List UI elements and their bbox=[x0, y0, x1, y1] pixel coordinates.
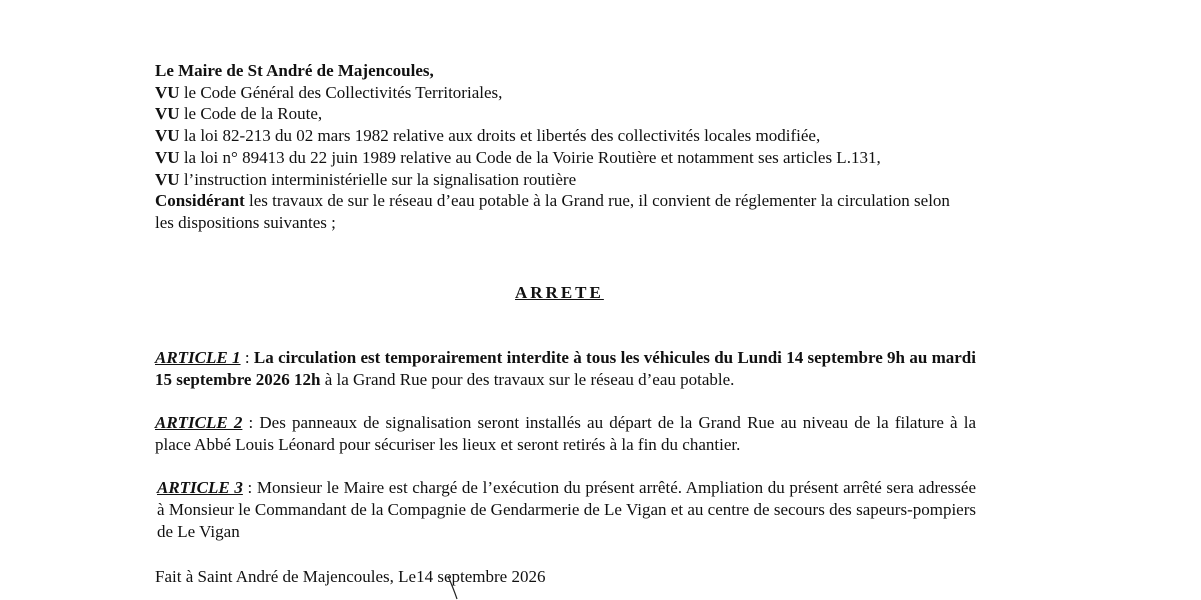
signoff-place: Fait à Saint André de Majencoules, Le bbox=[155, 567, 417, 586]
consideration-text: la loi n° 89413 du 22 juin 1989 relative au Code de la Voirie Routière et notamment ses articles L.131, bbox=[179, 147, 881, 167]
decree-preamble bbox=[155, 60, 955, 234]
consideration-text: le Code Général des Collectivités Territoriales, bbox=[179, 82, 503, 102]
vu-keyword: VU bbox=[155, 126, 180, 146]
consideration-line bbox=[155, 147, 955, 169]
vu-keyword: VU bbox=[155, 169, 180, 189]
article-separator: : bbox=[242, 413, 260, 432]
article-text: Des panneaux de signalisation seront installés au départ de la Grand Rue au niveau de la filature à la place Abbé Louis Léonard pour sécuriser les lieux et seront retirés à la fin du chantier. bbox=[155, 413, 977, 454]
signature-stroke bbox=[446, 575, 460, 600]
decree-title: ARRETE bbox=[515, 283, 604, 302]
vu-keyword: VU bbox=[155, 82, 180, 102]
consideration-line bbox=[155, 125, 955, 147]
article-3 bbox=[157, 477, 976, 543]
signoff-line bbox=[155, 566, 545, 588]
considering-keyword: Considérant bbox=[155, 191, 245, 211]
consideration-text: la loi 82-213 du 02 mars 1982 relative aux droits et libertés des collectivités locales modifiée, bbox=[179, 126, 821, 146]
considering-paragraph bbox=[155, 190, 955, 233]
article-label: ARTICLE 3 bbox=[157, 478, 243, 497]
signoff-date: 14 septembre 2026 bbox=[416, 567, 546, 586]
considering-text: les travaux de sur le réseau d’eau potable à la Grand rue, il convient de réglementer la circulation selon les dispositions suivantes ; bbox=[155, 191, 950, 232]
vu-keyword: VU bbox=[155, 147, 180, 167]
consideration-line bbox=[155, 169, 955, 191]
vu-keyword: VU bbox=[155, 104, 180, 124]
consideration-text: l’instruction interministérielle sur la signalisation routière bbox=[179, 169, 577, 189]
consideration-line bbox=[155, 82, 955, 104]
article-1 bbox=[155, 347, 976, 391]
article-separator: : bbox=[240, 348, 254, 367]
article-bold-text: La circulation est temporairement interdite à tous les véhicules du Lundi 14 septembre 9h au mardi 15 septembre 2026 12h bbox=[155, 348, 976, 389]
consideration-line bbox=[155, 103, 955, 125]
article-2 bbox=[155, 412, 976, 456]
article-label: ARTICLE 2 bbox=[155, 413, 243, 432]
article-text: à la Grand Rue pour des travaux sur le réseau d’eau potable. bbox=[320, 370, 735, 389]
article-text: Monsieur le Maire est chargé de l’exécution du présent arrêté. Ampliation du présent arrêté sera adressée à Monsieur le Commandant de la Compagnie de Gendarmerie de Le Vigan et au centre de secours des sapeurs-pompiers de Le Vigan bbox=[157, 478, 976, 541]
consideration-text: le Code de la Route, bbox=[179, 104, 323, 124]
mayor-line: Le Maire de St André de Majencoules, bbox=[155, 61, 434, 80]
article-label: ARTICLE 1 bbox=[155, 348, 241, 367]
article-separator: : bbox=[242, 478, 257, 497]
